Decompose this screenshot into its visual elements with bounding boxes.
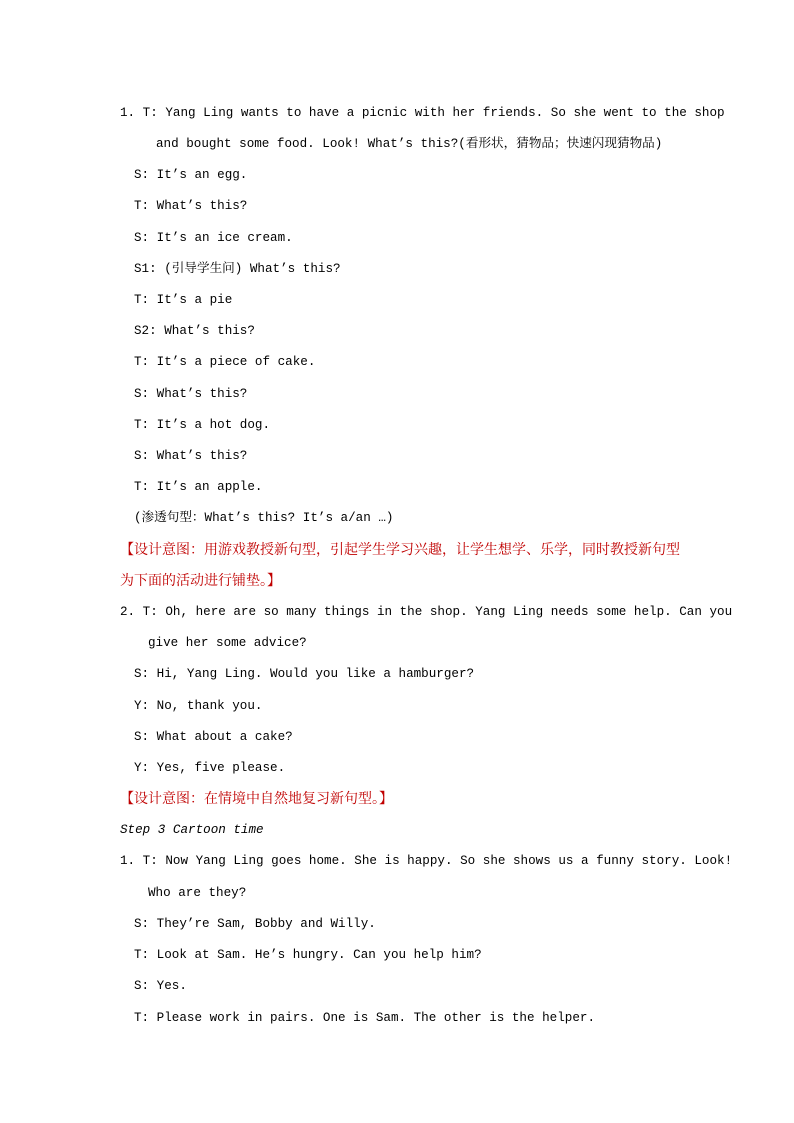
text-line: S: Hi, Yang Ling. Would you like a hamburger? bbox=[134, 667, 475, 681]
text-line: Who are they? bbox=[148, 886, 247, 900]
text-line: Y: Yes, five please. bbox=[134, 761, 286, 775]
text-line: S: What about a cake? bbox=[134, 730, 293, 744]
text-line: T: It’s an apple. bbox=[134, 480, 263, 494]
text-line: 1. T: Yang Ling wants to have a picnic with her friends. So she went to the shop bbox=[120, 106, 725, 120]
text-line: (渗透句型：What’s this? It’s a/an …) bbox=[134, 511, 394, 525]
text-line: T: Please work in pairs. One is Sam. The other is the helper. bbox=[134, 1011, 596, 1025]
text-line: 1. T: Now Yang Ling goes home. She is happy. So she shows us a funny story. Look! bbox=[120, 854, 733, 868]
text-line: 2. T: Oh, here are so many things in the shop. Yang Ling needs some help. Can you bbox=[120, 605, 733, 619]
design-intent-note: 【设计意图：用游戏教授新句型，引起学生学习兴趣，让学生想学、乐学，同时教授新句型 bbox=[120, 542, 680, 558]
text-line: S: It’s an egg. bbox=[134, 168, 248, 182]
text-line: and bought some food. Look! What’s this?(看形状，猜物品；快速闪现猜物品) bbox=[156, 137, 663, 151]
design-intent-note: 为下面的活动进行铺垫。】 bbox=[120, 573, 281, 589]
text-line: give her some advice? bbox=[148, 636, 307, 650]
text-line: T: It’s a piece of cake. bbox=[134, 355, 316, 369]
text-line: T: What’s this? bbox=[134, 199, 248, 213]
text-line: S: Yes. bbox=[134, 979, 187, 993]
text-line: T: It’s a hot dog. bbox=[134, 418, 271, 432]
text-line: S2: What’s this? bbox=[134, 324, 255, 338]
step-heading: Step 3 Cartoon time bbox=[120, 823, 264, 837]
text-line: T: Look at Sam. He’s hungry. Can you help him? bbox=[134, 948, 482, 962]
text-line: S: It’s an ice cream. bbox=[134, 231, 293, 245]
text-line: S: What’s this? bbox=[134, 387, 248, 401]
text-line: S1: (引导学生问) What’s this? bbox=[134, 262, 341, 276]
text-line: T: It’s a pie bbox=[134, 293, 233, 307]
text-line: S: They’re Sam, Bobby and Willy. bbox=[134, 917, 376, 931]
design-intent-note: 【设计意图：在情境中自然地复习新句型。】 bbox=[120, 791, 393, 807]
text-line: Y: No, thank you. bbox=[134, 699, 263, 713]
text-line: S: What’s this? bbox=[134, 449, 248, 463]
